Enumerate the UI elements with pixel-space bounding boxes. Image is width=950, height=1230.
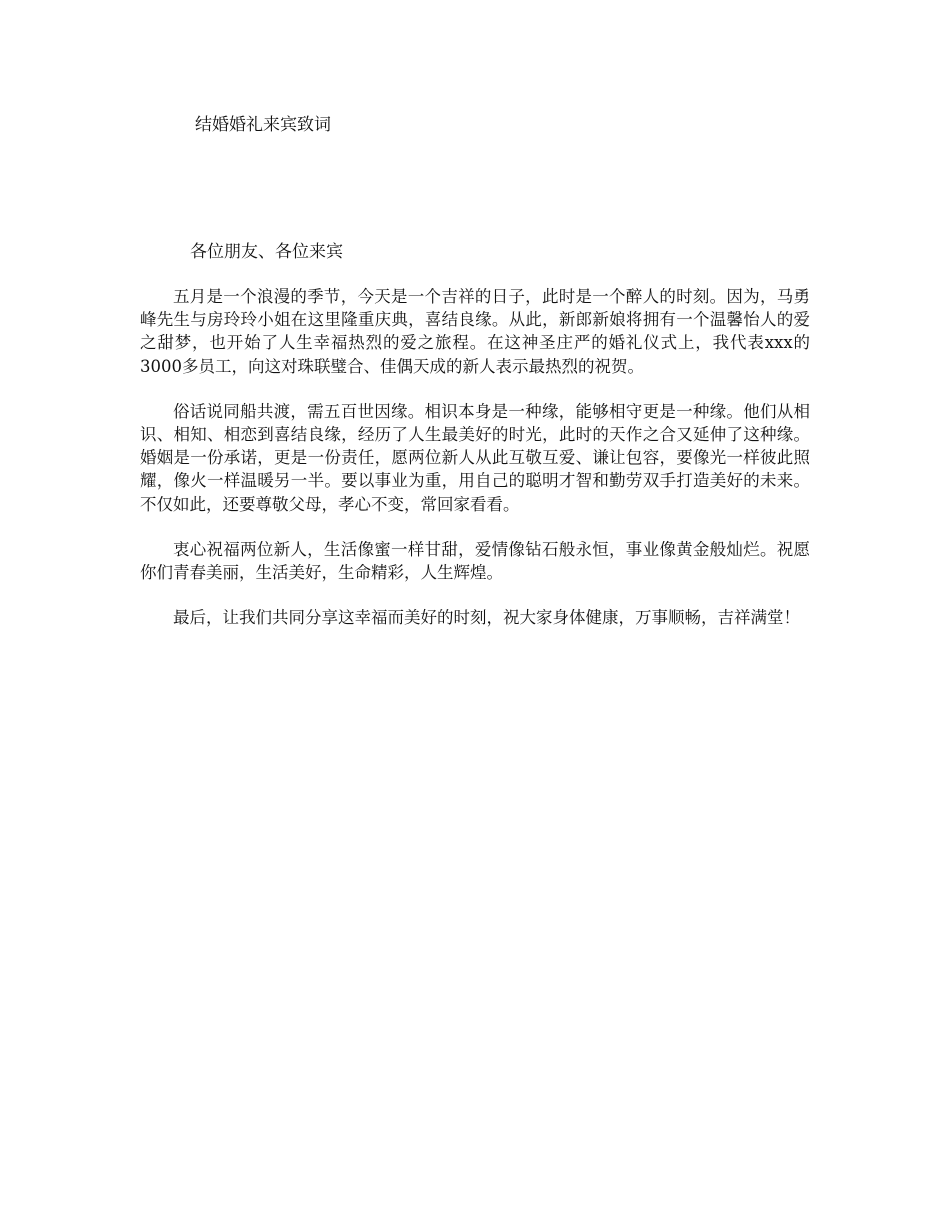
- document-title: 结婚婚礼来宾致词: [195, 115, 331, 135]
- paragraph-4: 最后，让我们共同分享这幸福而美好的时刻，祝大家身体健康，万事顺畅，吉祥满堂！: [173, 608, 800, 628]
- paragraph-3: 衷心祝福两位新人，生活像蜜一样甘甜，爱情像钻石般永恒，事业像黄金般灿烂。祝愿你们青春美丽，生活美好，生命精彩，人生辉煌。: [140, 539, 810, 583]
- greeting-line: 各位朋友、各位来宾: [190, 242, 343, 262]
- paragraph-2: 俗话说同船共渡，需五百世因缘。相识本身是一种缘，能够相守更是一种缘。他们从相识、相知、相恋到喜结良缘，经历了人生最美好的时光，此时的天作之合又延伸了这种缘。婚姻是一份承诺，更是一份责任，愿两位新人从此互敬互爱、谦让包容，要像光一样彼此照耀，像火一样温暖另一半。要以事业为重，用自己的聪明才智和勤劳双手打造美好的未来。不仅如此，还要尊敬父母，孝心不变，常回家看看。: [140, 401, 810, 514]
- document-body: [140, 285, 810, 651]
- paragraph-1: 五月是一个浪漫的季节，今天是一个吉祥的日子，此时是一个醉人的时刻。因为，马勇峰先生与房玲玲小姐在这里隆重庆典，喜结良缘。从此，新郎新娘将拥有一个温馨怡人的爱之甜梦，也开始了人生幸福热烈的爱之旅程。在这神圣庄严的婚礼仪式上，我代表xxx的3000多员工，向这对珠联璧合、佳偶天成的新人表示最热烈的祝贺。: [140, 287, 810, 376]
